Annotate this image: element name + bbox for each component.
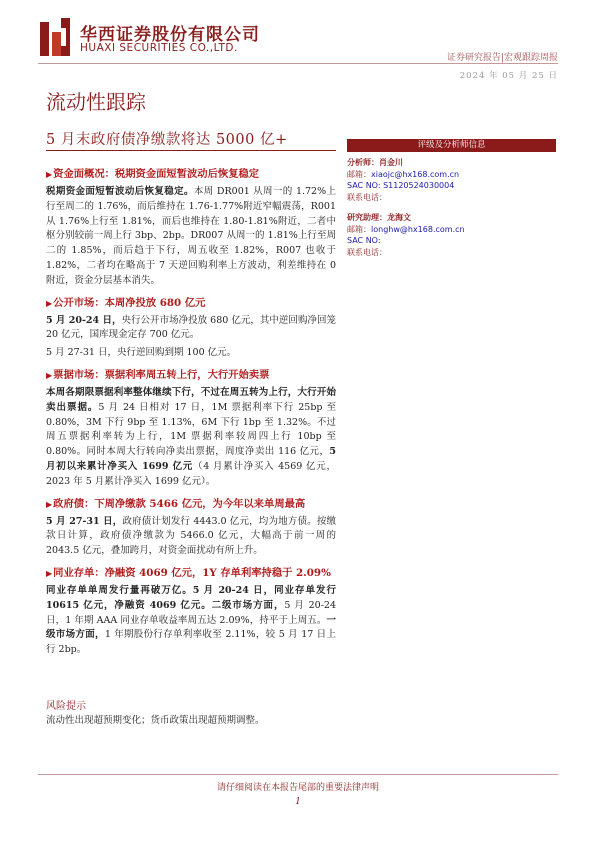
analyst-sidebar	[347, 139, 556, 258]
section-title: ▶同业存单：净融资 4069 亿元，1Y 存单利率持稳于 2.09%	[46, 566, 331, 579]
huaxi-logo-icon	[40, 18, 70, 56]
main-content	[46, 160, 336, 658]
assistant-email-row: 邮箱：longhw@hx168.com.cn	[347, 224, 465, 234]
company-name-en: HUAXI SECURITIES CO.,LTD.	[80, 42, 238, 54]
triangle-bullet-icon: ▶	[46, 567, 53, 578]
section-paragraph: 5 月 27-31 日，政府债计划发行 4443.0 亿元，均为地方债。按缴款日计算，政府债净缴款为 5466.0 亿元，大幅高于前一周的 2043.5 亿元，叠加跨月，对资金面扰动有所上升。	[46, 515, 336, 557]
section-title: ▶资金面概况：税期资金面短暂波动后恢复稳定	[46, 168, 260, 180]
header-divider	[38, 63, 558, 64]
risk-text: 流动性出现超预期变化；货币政策出现超预期调整。	[46, 715, 265, 726]
triangle-bullet-icon: ▶	[46, 297, 53, 308]
footer-disclaimer: 请仔细阅读在本报告尾部的重要法律声明	[216, 783, 379, 793]
section-title: ▶公开市场：本周净投放 680 亿元	[46, 296, 206, 309]
risk-title: 风险提示	[46, 701, 86, 712]
sidebar-title: 评级及分析师信息	[347, 139, 556, 152]
report-date: 2024 年 05 月 25 日	[459, 71, 558, 81]
assistant-role: 研究助理：龙海文	[347, 212, 411, 222]
report-type-title: 流动性跟踪	[46, 90, 146, 114]
section-title: ▶政府债：下周净缴款 5466 亿元，为今年以来单周最高	[46, 497, 306, 510]
section-title: ▶票据市场：票据利率周五转上行，大行开始卖票	[46, 368, 270, 381]
footer-divider	[38, 774, 558, 775]
section-paragraph: 税期资金面短暂波动后恢复稳定。本周 DR001 从周一的 1.72%上行至周二的 1.76%，而后维持在 1.76-1.77%附近窄幅震荡，R001 从 1.76%上行至 1.81%，而后也维持在 1.80-1.81%附近，二者中枢分别较前一周上行 3bp、2bp。DR007 从周一的 1.81%上行至周二的 1.85%，而后趋于下行，周五收至 1.82%，R007 也收于 1.82%，二者均在略高于 7 天逆回购利率上方波动，利差维持在 0 附近，资金分层基本消失。	[46, 186, 336, 286]
assistant-sac: SAC NO:	[347, 236, 381, 245]
analyst-email-link[interactable]: xiaojc@hx168.com.cn	[371, 169, 460, 179]
assistant-phone: 联系电话：	[347, 247, 387, 257]
triangle-bullet-icon: ▶	[46, 369, 53, 380]
headline-divider	[46, 150, 336, 151]
analyst-sac: SAC NO: S1120524030004	[347, 181, 455, 190]
section-paragraph: 5 月 27-31 日，央行逆回购到期 100 亿元。	[46, 347, 237, 359]
analyst-info	[347, 157, 556, 258]
company-name-cn: 华西证券股份有限公司	[80, 25, 260, 45]
analyst-phone: 联系电话：	[347, 192, 387, 202]
report-tags: 证券研究报告|宏观跟踪周报	[446, 53, 558, 63]
page-number: 1	[295, 797, 301, 807]
triangle-bullet-icon: ▶	[46, 498, 53, 509]
section-paragraph: 5 月 20-24 日，央行公开市场净投放 680 亿元，其中逆回购净回笼 20 亿元，国库现金定存 700 亿元。	[46, 314, 336, 341]
section-paragraph: 同业存单单周发行量再破万亿。5 月 20-24 日，同业存单发行 10615 亿元，净融资 4069 亿元。二级市场方面，5 月 20-24 日，1 年期 AAA 同业存单收益率周五达 2.09%，持平于上周五。一级市场方面，1 年期股份行存单利率收至 2.11%，较 5 月 17 日上行 2bp。	[46, 584, 336, 656]
analyst-email-row: 邮箱：xiaojc@hx168.com.cn	[347, 169, 460, 179]
report-headline: 5 月末政府债净缴款将达 5000 亿+	[46, 132, 288, 148]
analyst-role: 分析师：肖金川	[347, 157, 403, 167]
section-paragraph: 本周各期限票据利率整体继续下行，不过在周五转为上行，大行开始卖出票据。5 月 24 日相对 17 日，1M 票据利率下行 25bp 至 0.80%，3M 下行 9bp 至 1.13%，6M 下行 1bp 至 1.32%。不过周五票据利率转为上行，1M 票据利率较周四上行 10bp 至 0.80%。同时本周大行转向净卖出票据，周度净卖出 116 亿元，5 月初以来累计净买入 1699 亿元（4 月累计净买入 4569 亿元，2023 年 5 月累计净买入 1699 亿元）。	[46, 386, 336, 487]
triangle-bullet-icon: ▶	[46, 169, 53, 179]
assistant-email-link[interactable]: longhw@hx168.com.cn	[371, 224, 465, 234]
